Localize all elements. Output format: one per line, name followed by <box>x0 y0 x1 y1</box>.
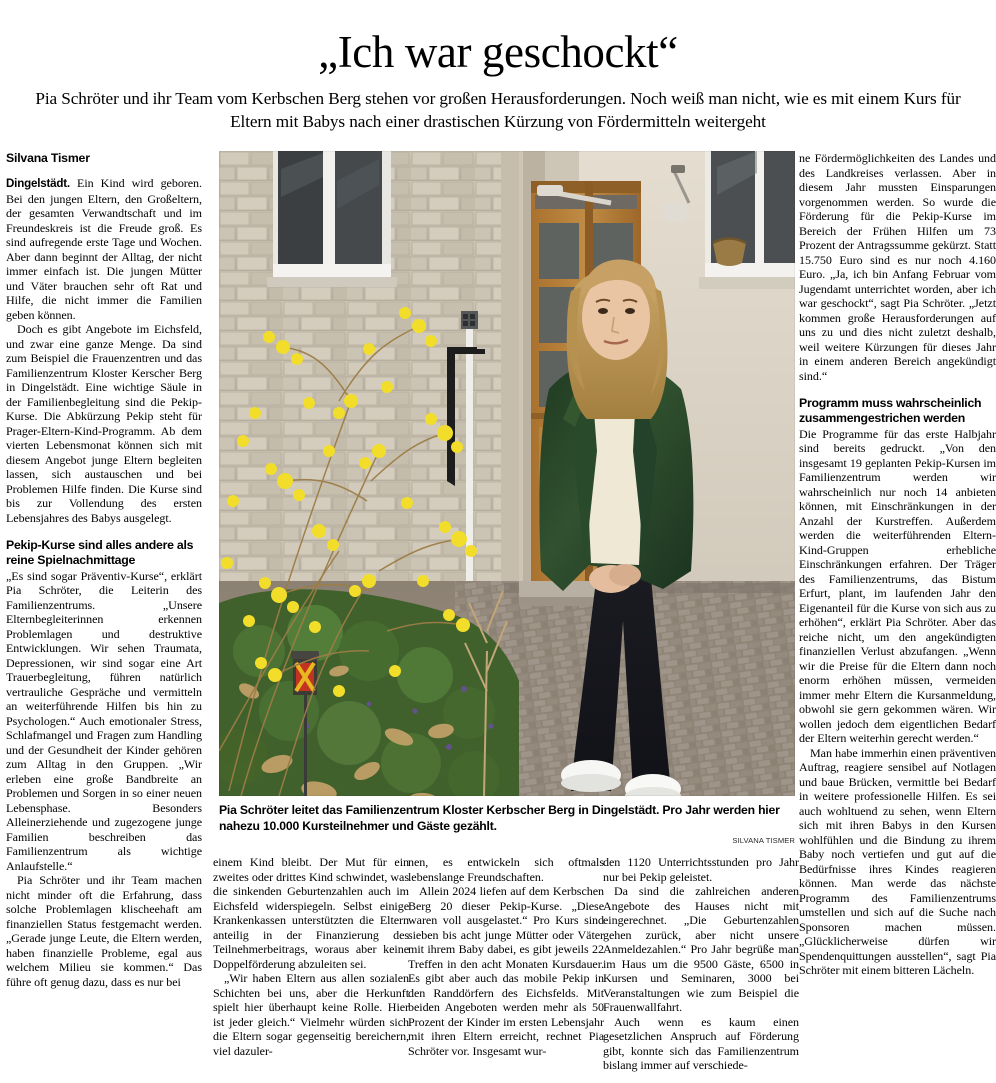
column-right <box>799 151 996 977</box>
body-paragraph: Auch wenn es kaum einen gesetzlichen Anspruch auf Förderung gibt, konnte sich das Familienzentrum bislang immer auf verschiede- <box>603 1014 799 1072</box>
dateline: Dingelstädt. <box>6 177 70 191</box>
body-paragraph: Die Programme für das erste Halbjahr sind bereits gedruckt. „Von den insgesamt 19 geplanten Pekip-Kursen im Familienzentrum werden wir wahrscheinlich nur noch 14 anbieten können, mit Einschränkungen in der Anzahl der Kurstreffen. Außerdem werden die weiterführenden Eltern-Kind-Gruppen erhebliche Einschränkungen erfahren. Der Träger des Familienzentrums, das Bistum Erfurt, plant, im laufenden Jahr den Eigenanteil für die Kurse von sich aus zu erhöhen“, erklärt Pia Schröter. Aber das reiche nicht, um den angekündigten finanziellen Verlust abzufangen. „Wenn wir die Preise für die Eltern dann noch enorm erhöhen müssen, vermeiden immer mehr Eltern die Kursanmeldung, obwohl sie gern gekommen wären. Wir wollen jedoch dem eigentlichen Bedarf der Eltern weiterhin gerecht werden.“ <box>799 426 996 746</box>
body-paragraph: Da sind die zahlreichen anderen Angebote des Hauses nicht mit eingerechnet. „Die Geburtenzahlen gehen zurück, aber nicht unsere Anmeldezahlen.“ Pro Jahr begrüße man im Haus um die 9500 Gäste, 6500 in Kursen und Seminaren, 3000 bei Veranstaltungen wie zum Beispiel die Frauenwallfahrt. <box>603 884 799 1014</box>
body-paragraph: nen, es entwickeln sich oftmals lebenslange Freundschaften. <box>408 855 604 884</box>
body-paragraph: den 1120 Unterrichtsstunden pro Jahr nur bei Pekip geleistet. <box>603 855 799 884</box>
body-paragraph: Doch es gibt Angebote im Eichsfeld, und zwar eine ganze Menge. Da sind zum Beispiel die Frauenzentren und das Familienzentrum Kloster Kerscher Berg in Dingelstädt. Eine wichtige Säule in der Familienbegleitung sind die Pekip-Kurse. Die Abkürzung Pekip steht für Prager-Eltern-Kind-Programm. Ab dem vierten Lebensmonat können sich mit diesem Angebot junge Eltern begleiten lassen, sich austauschen und bei Problemen Hilfe finden. Die Kurse sind bis zur Vollendung des ersten Lebensjahres des Babys ausgelegt. <box>6 322 202 525</box>
section-subheading: Programm muss wahrscheinlich zusammengestrichen werden <box>799 396 982 425</box>
lower-layout <box>6 855 799 1083</box>
section-subheading: Pekip-Kurse sind alles andere als reine Spielnachmittage <box>6 538 194 567</box>
body-paragraph: ne Fördermöglichkeiten des Landes und des Landkreises verlassen. Aber in diesem Jahr mussten Einsparungen vorgenommen werden. So wurde die Förderung für die Pekip-Kurse im Bereich der Frühen Hilfen um 73 Prozent der Antragssumme gekürzt. Statt 15.750 Euro sind es nur noch 4.160 Euro. „Ja, ich bin Anfang Februar vom Jugendamt unterrichtet worden, aber ich war geschockt“, sagt Pia Schröter. „Jetzt kommen große Herausforderungen auf uns zu und dies nicht zuletzt deshalb, weil weitere Kürzungen für dieses Jahr in einem anderen Bereich angekündigt sind.“ <box>799 151 996 383</box>
lead-body: Ein Kind wird geboren. Bei den jungen Eltern, den Großeltern, der gesamten Verwandtschaft und im Freundeskreis ist die Freude groß. Es sind aufregende erste Tage und Wochen. Aber dann beginnt der Alltag, der nicht immer einfach ist. Die jungen Mütter und Väter brauchen sehr oft Rat und Hilfe, die nicht immer die Familien geben können. <box>6 176 202 322</box>
photo-caption: Pia Schröter leitet das Familienzentrum Kloster Kerbscher Berg in Dingelstädt. Pro Jahr werden hier nahezu 10.000 Kursteilnehmer und Gäste gezählt. <box>219 803 780 833</box>
lead-paragraph <box>6 176 202 322</box>
body-paragraph: Allein 2024 liefen auf dem Kerbschen Berg 20 dieser Pekip-Kurse. „Diese waren voll ausgelastet.“ Pro Kurs sind sieben bis acht junge Mütter oder Väter mit ihrem Baby dabei, es gibt jeweils 22 Treffen in den acht Monaten Kursdauer. Es gibt aber auch das mobile Pekip in den Randdörfern des Eichsfelds. Mit beiden Angeboten werden mehr als 50 Prozent der Kinder im ersten Lebensjahr mit ihren Eltern erreicht, rechnet Pia Schröter vor. Insgesamt wur- <box>408 884 604 1058</box>
page-title: „Ich war geschockt“ <box>318 27 678 77</box>
body-paragraph: einem Kind bleibt. Der Mut für ein zweites oder drittes Kind schwindet, was die sinkenden Geburtenzahlen auch im Eichsfeld widerspiegeln. Selbst einige Krankenkassen unterstützten die Eltern anteilig in der Finanzierung des Teilnehmerbeitrags, woraus aber keine Doppelförderung abzuleiten sei. <box>213 855 409 971</box>
article-photo <box>219 151 795 796</box>
photo-block <box>219 151 795 844</box>
column-lower-3 <box>603 855 799 1073</box>
column-lower-1 <box>213 855 409 1058</box>
body-paragraph: Pia Schröter und ihr Team machen nicht minder oft die Erfahrung, dass solche Problemlagen klischeehaft am finanziellen Status festgemacht werden. „Gerade junge Leute, die Eltern werden, haben finanzielle Probleme, egal aus welchem Milieu sie kommen.“ Das führe oft genug dazu, dass es nur bei <box>6 873 202 989</box>
author-byline: Silvana Tismer <box>6 151 90 166</box>
body-paragraph: „Es sind sogar Präventiv-Kurse“, erklärt Pia Schröter, die Leiterin des Familienzentrums. „Unsere Elternbegleiterinnen erkennen Problemlagen und destruktive Entwicklungen. Wir sehen Traumata, Depressionen, wir sind sogar eine Art Trauerbegleitung, führen natürlich vertrauliche Gespräche und vermitteln an weiterführende Hilfen bis hin zu Psychologen.“ Auch emotionaler Stress, Schlafmangel und Fragen zum Handling und der Gesundheit der Kinder gehören zum Alltag in den Gruppen. „Wir erleben eine große Bandbreite an Problemen und Sorgen in so einer neuen Lebensphase. Besonders Alleinerziehende und zugezogene junge Familien beschreiben das Familienzentrum als wichtige Anlaufstelle.“ <box>6 568 202 873</box>
body-paragraph: „Wir haben Eltern aus allen sozialen Schichten bei uns, aber die Herkunft spielt hier überhaupt keine Rolle. Hier ist jeder gleich.“ Vielmehr würden sich die Eltern sogar gegenseitig bereichern, viel dazuler- <box>213 971 409 1058</box>
body-paragraph: Man habe immerhin einen präventiven Auftrag, reagiere sensibel auf Notlagen und baue Brücken, vermittle bei Bedarf in weitere professionelle Hilfen. Es sei auch wohltuend zu sehen, wenn Eltern sich mit ihren Babys in den Kursen wohlfühlen und die Bindung zu ihrem Baby noch vertiefen und gut auf die Bedürfnisse ihres Kindes reagieren können. Man werde das nächste Programm des Familienzentrums umstellen und sich auf die Suche nach Sponsoren machen müssen. „Glücklicherweise dürfen wir Spendenquittungen ausstellen“, sagt Pia Schröter mit einem bitteren Lächeln. <box>799 745 996 978</box>
photo-credit: SILVANA TISMER <box>732 835 795 845</box>
subheadline: Pia Schröter und ihr Team vom Kerbschen Berg stehen vor großen Herausforderungen. Noch weiß man nicht, wie es mit einem Kurs für Eltern mit Babys nach einer drastischen Kürzung von Fördermitteln weitergeht <box>35 89 961 131</box>
column-lower-2 <box>408 855 604 1058</box>
